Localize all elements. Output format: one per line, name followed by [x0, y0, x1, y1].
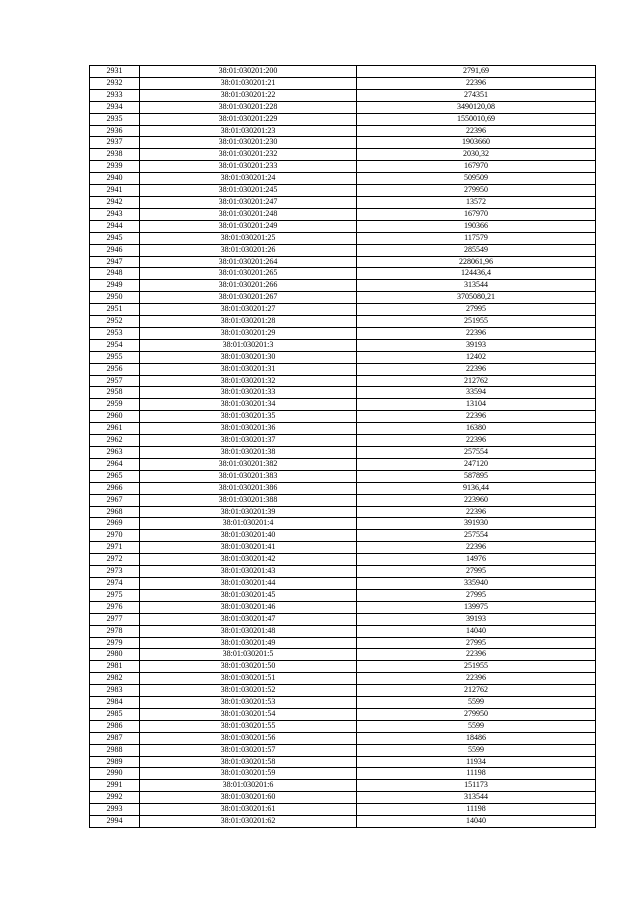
value-cell: 391930	[357, 518, 596, 530]
value-cell: 22396	[357, 327, 596, 339]
cadastral-number-cell: 38:01:030201:265	[140, 268, 357, 280]
value-cell: 335940	[357, 577, 596, 589]
cadastral-number-cell: 38:01:030201:62	[140, 816, 357, 828]
cadastral-number-cell: 38:01:030201:6	[140, 780, 357, 792]
row-number-cell: 2974	[90, 577, 140, 589]
row-number-cell: 2948	[90, 268, 140, 280]
cadastral-number-cell: 38:01:030201:248	[140, 208, 357, 220]
row-number-cell: 2981	[90, 661, 140, 673]
table-row	[90, 708, 596, 720]
cadastral-number-cell: 38:01:030201:386	[140, 482, 357, 494]
row-number-cell: 2992	[90, 792, 140, 804]
table-row	[90, 185, 596, 197]
value-cell: 22396	[357, 506, 596, 518]
value-cell: 12402	[357, 351, 596, 363]
row-number-cell: 2944	[90, 220, 140, 232]
table-row	[90, 268, 596, 280]
value-cell: 22396	[357, 673, 596, 685]
row-number-cell: 2984	[90, 697, 140, 709]
table-row	[90, 732, 596, 744]
table-row	[90, 470, 596, 482]
value-cell: 251955	[357, 661, 596, 673]
table-row	[90, 530, 596, 542]
cadastral-number-cell: 38:01:030201:53	[140, 697, 357, 709]
row-number-cell: 2987	[90, 732, 140, 744]
row-number-cell: 2966	[90, 482, 140, 494]
value-cell: 279950	[357, 185, 596, 197]
value-cell: 5599	[357, 720, 596, 732]
cadastral-number-cell: 38:01:030201:40	[140, 530, 357, 542]
value-cell: 257554	[357, 530, 596, 542]
row-number-cell: 2938	[90, 149, 140, 161]
cadastral-number-cell: 38:01:030201:229	[140, 113, 357, 125]
row-number-cell: 2970	[90, 530, 140, 542]
value-cell: 33594	[357, 387, 596, 399]
cadastral-number-cell: 38:01:030201:388	[140, 494, 357, 506]
table-row	[90, 768, 596, 780]
cadastral-number-cell: 38:01:030201:29	[140, 327, 357, 339]
row-number-cell: 2973	[90, 566, 140, 578]
cadastral-number-cell: 38:01:030201:42	[140, 554, 357, 566]
table-body	[90, 66, 596, 828]
value-cell: 9136,44	[357, 482, 596, 494]
table-row	[90, 661, 596, 673]
table-row	[90, 566, 596, 578]
value-cell: 27995	[357, 304, 596, 316]
cadastral-number-cell: 38:01:030201:30	[140, 351, 357, 363]
table-row	[90, 506, 596, 518]
cadastral-number-cell: 38:01:030201:233	[140, 161, 357, 173]
value-cell: 5599	[357, 744, 596, 756]
value-cell: 509509	[357, 173, 596, 185]
row-number-cell: 2983	[90, 685, 140, 697]
row-number-cell: 2950	[90, 292, 140, 304]
value-cell: 313544	[357, 792, 596, 804]
value-cell: 285549	[357, 244, 596, 256]
row-number-cell: 2960	[90, 411, 140, 423]
table-row	[90, 66, 596, 78]
row-number-cell: 2991	[90, 780, 140, 792]
value-cell: 39193	[357, 613, 596, 625]
cadastral-number-cell: 38:01:030201:22	[140, 89, 357, 101]
cadastral-number-cell: 38:01:030201:51	[140, 673, 357, 685]
row-number-cell: 2954	[90, 339, 140, 351]
cadastral-number-cell: 38:01:030201:57	[140, 744, 357, 756]
row-number-cell: 2935	[90, 113, 140, 125]
table-row	[90, 316, 596, 328]
table-row	[90, 137, 596, 149]
table-row	[90, 363, 596, 375]
cadastral-number-cell: 38:01:030201:39	[140, 506, 357, 518]
table-row	[90, 542, 596, 554]
row-number-cell: 2965	[90, 470, 140, 482]
row-number-cell: 2940	[90, 173, 140, 185]
row-number-cell: 2959	[90, 399, 140, 411]
table-row	[90, 375, 596, 387]
value-cell: 190366	[357, 220, 596, 232]
value-cell: 139975	[357, 601, 596, 613]
value-cell: 251955	[357, 316, 596, 328]
value-cell: 3705080,21	[357, 292, 596, 304]
table-row	[90, 494, 596, 506]
value-cell: 22396	[357, 77, 596, 89]
table-row	[90, 196, 596, 208]
table-row	[90, 649, 596, 661]
value-cell: 22396	[357, 411, 596, 423]
cadastral-number-cell: 38:01:030201:46	[140, 601, 357, 613]
table-row	[90, 149, 596, 161]
cadastral-number-cell: 38:01:030201:3	[140, 339, 357, 351]
value-cell: 2030,32	[357, 149, 596, 161]
cadastral-number-cell: 38:01:030201:23	[140, 125, 357, 137]
cadastral-number-cell: 38:01:030201:32	[140, 375, 357, 387]
cadastral-number-cell: 38:01:030201:61	[140, 804, 357, 816]
table-row	[90, 113, 596, 125]
table-row	[90, 208, 596, 220]
value-cell: 151173	[357, 780, 596, 792]
table-row	[90, 435, 596, 447]
table-row	[90, 101, 596, 113]
cadastral-number-cell: 38:01:030201:200	[140, 66, 357, 78]
cadastral-number-cell: 38:01:030201:27	[140, 304, 357, 316]
row-number-cell: 2961	[90, 423, 140, 435]
row-number-cell: 2934	[90, 101, 140, 113]
value-cell: 13104	[357, 399, 596, 411]
value-cell: 27995	[357, 589, 596, 601]
row-number-cell: 2939	[90, 161, 140, 173]
value-cell: 11198	[357, 804, 596, 816]
cadastral-number-cell: 38:01:030201:55	[140, 720, 357, 732]
row-number-cell: 2975	[90, 589, 140, 601]
value-cell: 274351	[357, 89, 596, 101]
table-row	[90, 685, 596, 697]
row-number-cell: 2988	[90, 744, 140, 756]
value-cell: 22396	[357, 435, 596, 447]
value-cell: 22396	[357, 649, 596, 661]
table-row	[90, 720, 596, 732]
row-number-cell: 2990	[90, 768, 140, 780]
row-number-cell: 2936	[90, 125, 140, 137]
row-number-cell: 2977	[90, 613, 140, 625]
row-number-cell: 2993	[90, 804, 140, 816]
cadastral-number-cell: 38:01:030201:247	[140, 196, 357, 208]
cadastral-number-cell: 38:01:030201:264	[140, 256, 357, 268]
row-number-cell: 2949	[90, 280, 140, 292]
row-number-cell: 2980	[90, 649, 140, 661]
value-cell: 22396	[357, 542, 596, 554]
value-cell: 167970	[357, 208, 596, 220]
row-number-cell: 2956	[90, 363, 140, 375]
cadastral-number-cell: 38:01:030201:232	[140, 149, 357, 161]
row-number-cell: 2941	[90, 185, 140, 197]
value-cell: 2791,69	[357, 66, 596, 78]
row-number-cell: 2967	[90, 494, 140, 506]
cadastral-number-cell: 38:01:030201:267	[140, 292, 357, 304]
table-row	[90, 161, 596, 173]
row-number-cell: 2942	[90, 196, 140, 208]
cadastral-number-cell: 38:01:030201:266	[140, 280, 357, 292]
row-number-cell: 2968	[90, 506, 140, 518]
row-number-cell: 2958	[90, 387, 140, 399]
value-cell: 16380	[357, 423, 596, 435]
cadastral-number-cell: 38:01:030201:47	[140, 613, 357, 625]
table-row	[90, 399, 596, 411]
row-number-cell: 2931	[90, 66, 140, 78]
table-row	[90, 220, 596, 232]
row-number-cell: 2994	[90, 816, 140, 828]
table-row	[90, 89, 596, 101]
value-cell: 27995	[357, 637, 596, 649]
table-row	[90, 351, 596, 363]
table-row	[90, 327, 596, 339]
cadastral-number-cell: 38:01:030201:34	[140, 399, 357, 411]
table-row	[90, 697, 596, 709]
table-row	[90, 447, 596, 459]
cadastral-number-cell: 38:01:030201:49	[140, 637, 357, 649]
cadastral-number-cell: 38:01:030201:25	[140, 232, 357, 244]
value-cell: 257554	[357, 447, 596, 459]
cadastral-number-cell: 38:01:030201:48	[140, 625, 357, 637]
value-cell: 22396	[357, 363, 596, 375]
row-number-cell: 2952	[90, 316, 140, 328]
row-number-cell: 2955	[90, 351, 140, 363]
value-cell: 212762	[357, 685, 596, 697]
table-row	[90, 256, 596, 268]
cadastral-number-cell: 38:01:030201:43	[140, 566, 357, 578]
table-row	[90, 613, 596, 625]
row-number-cell: 2978	[90, 625, 140, 637]
cadastral-number-cell: 38:01:030201:41	[140, 542, 357, 554]
table-row	[90, 411, 596, 423]
cadastral-number-cell: 38:01:030201:382	[140, 458, 357, 470]
row-number-cell: 2963	[90, 447, 140, 459]
table-row	[90, 458, 596, 470]
row-number-cell: 2972	[90, 554, 140, 566]
cadastral-number-cell: 38:01:030201:31	[140, 363, 357, 375]
cadastral-number-cell: 38:01:030201:5	[140, 649, 357, 661]
value-cell: 11198	[357, 768, 596, 780]
value-cell: 212762	[357, 375, 596, 387]
row-number-cell: 2943	[90, 208, 140, 220]
cadastral-number-cell: 38:01:030201:59	[140, 768, 357, 780]
table-row	[90, 125, 596, 137]
table-row	[90, 173, 596, 185]
cadastral-number-cell: 38:01:030201:33	[140, 387, 357, 399]
row-number-cell: 2979	[90, 637, 140, 649]
cadastral-number-cell: 38:01:030201:228	[140, 101, 357, 113]
table-row	[90, 804, 596, 816]
table-row	[90, 744, 596, 756]
row-number-cell: 2982	[90, 673, 140, 685]
cadastral-number-cell: 38:01:030201:54	[140, 708, 357, 720]
table-row	[90, 625, 596, 637]
value-cell: 587895	[357, 470, 596, 482]
value-cell: 11934	[357, 756, 596, 768]
table-row	[90, 232, 596, 244]
table-row	[90, 339, 596, 351]
cadastral-number-cell: 38:01:030201:36	[140, 423, 357, 435]
cadastral-number-cell: 38:01:030201:58	[140, 756, 357, 768]
cadastral-number-cell: 38:01:030201:230	[140, 137, 357, 149]
value-cell: 5599	[357, 697, 596, 709]
row-number-cell: 2957	[90, 375, 140, 387]
cadastral-number-cell: 38:01:030201:50	[140, 661, 357, 673]
value-cell: 117579	[357, 232, 596, 244]
table-row	[90, 304, 596, 316]
cadastral-number-cell: 38:01:030201:21	[140, 77, 357, 89]
row-number-cell: 2989	[90, 756, 140, 768]
cadastral-number-cell: 38:01:030201:4	[140, 518, 357, 530]
row-number-cell: 2953	[90, 327, 140, 339]
table-row	[90, 280, 596, 292]
table-row	[90, 387, 596, 399]
row-number-cell: 2986	[90, 720, 140, 732]
cadastral-number-cell: 38:01:030201:37	[140, 435, 357, 447]
value-cell: 247120	[357, 458, 596, 470]
table-row	[90, 816, 596, 828]
value-cell: 1550010,69	[357, 113, 596, 125]
cadastral-number-cell: 38:01:030201:35	[140, 411, 357, 423]
value-cell: 313544	[357, 280, 596, 292]
cadastral-number-cell: 38:01:030201:245	[140, 185, 357, 197]
cadastral-number-cell: 38:01:030201:44	[140, 577, 357, 589]
row-number-cell: 2951	[90, 304, 140, 316]
value-cell: 13572	[357, 196, 596, 208]
value-cell: 1903660	[357, 137, 596, 149]
cadastral-number-cell: 38:01:030201:24	[140, 173, 357, 185]
table-row	[90, 637, 596, 649]
row-number-cell: 2969	[90, 518, 140, 530]
table-row	[90, 423, 596, 435]
row-number-cell: 2937	[90, 137, 140, 149]
row-number-cell: 2946	[90, 244, 140, 256]
row-number-cell: 2947	[90, 256, 140, 268]
cadastral-number-cell: 38:01:030201:28	[140, 316, 357, 328]
row-number-cell: 2933	[90, 89, 140, 101]
table-row	[90, 518, 596, 530]
cadastral-number-cell: 38:01:030201:26	[140, 244, 357, 256]
table-row	[90, 780, 596, 792]
table-row	[90, 673, 596, 685]
table-row	[90, 792, 596, 804]
value-cell: 14040	[357, 625, 596, 637]
table-row	[90, 244, 596, 256]
table-row	[90, 554, 596, 566]
table-row	[90, 577, 596, 589]
table-row	[90, 482, 596, 494]
row-number-cell: 2945	[90, 232, 140, 244]
value-cell: 223960	[357, 494, 596, 506]
value-cell: 18486	[357, 732, 596, 744]
table-row	[90, 589, 596, 601]
cadastral-number-cell: 38:01:030201:56	[140, 732, 357, 744]
value-cell: 14976	[357, 554, 596, 566]
cadastral-value-table	[89, 65, 596, 828]
cadastral-number-cell: 38:01:030201:249	[140, 220, 357, 232]
cadastral-number-cell: 38:01:030201:383	[140, 470, 357, 482]
value-cell: 39193	[357, 339, 596, 351]
table-row	[90, 292, 596, 304]
value-cell: 27995	[357, 566, 596, 578]
table-row	[90, 77, 596, 89]
value-cell: 167970	[357, 161, 596, 173]
row-number-cell: 2976	[90, 601, 140, 613]
cadastral-number-cell: 38:01:030201:45	[140, 589, 357, 601]
row-number-cell: 2932	[90, 77, 140, 89]
cadastral-number-cell: 38:01:030201:52	[140, 685, 357, 697]
table-row	[90, 601, 596, 613]
value-cell: 22396	[357, 125, 596, 137]
row-number-cell: 2962	[90, 435, 140, 447]
value-cell: 279950	[357, 708, 596, 720]
value-cell: 124436,4	[357, 268, 596, 280]
cadastral-number-cell: 38:01:030201:60	[140, 792, 357, 804]
row-number-cell: 2964	[90, 458, 140, 470]
value-cell: 14040	[357, 816, 596, 828]
row-number-cell: 2985	[90, 708, 140, 720]
cadastral-number-cell: 38:01:030201:38	[140, 447, 357, 459]
value-cell: 3490120,08	[357, 101, 596, 113]
value-cell: 228061,96	[357, 256, 596, 268]
table-row	[90, 756, 596, 768]
row-number-cell: 2971	[90, 542, 140, 554]
